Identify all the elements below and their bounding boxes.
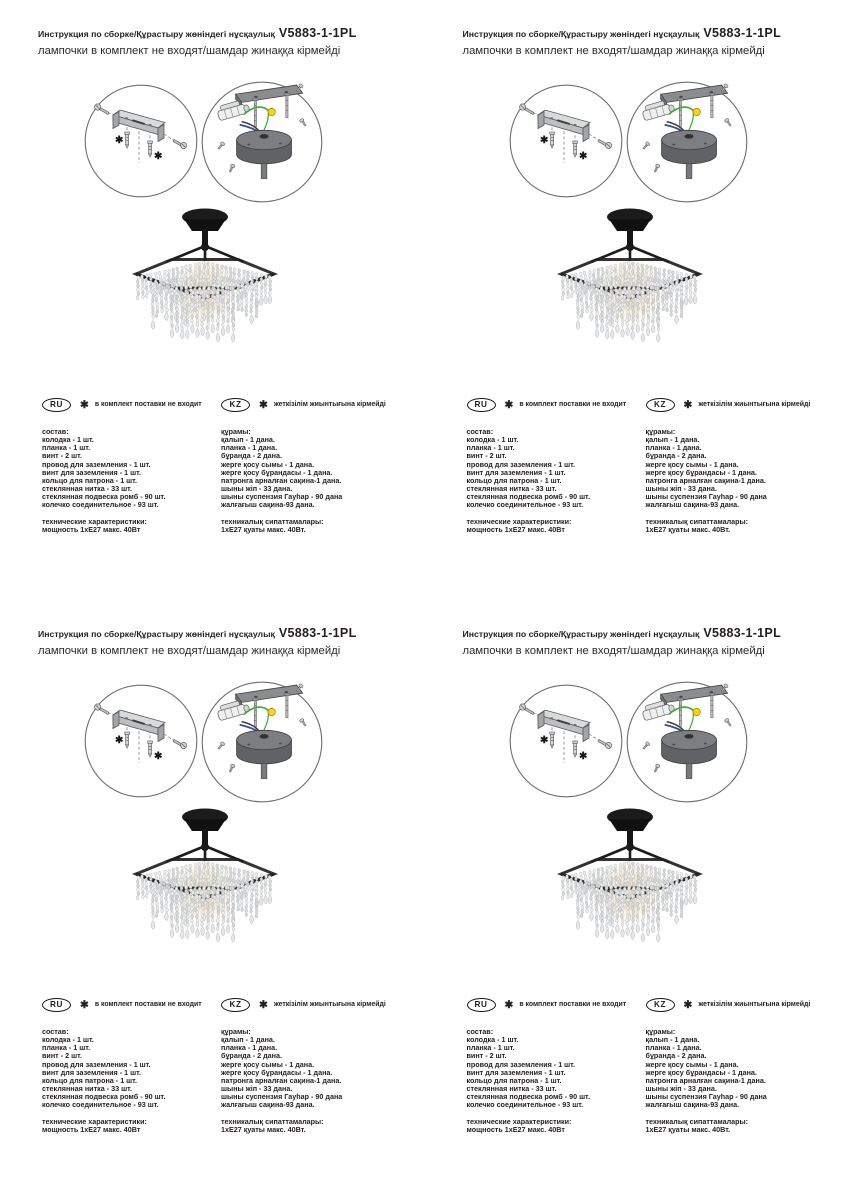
chandelier-mount [591,809,669,863]
ru-tech-specs [467,1118,641,1134]
part-line: колодка - 1 шт. [466,1035,519,1045]
part-line: провод для заземления - 1 шт. [466,459,576,469]
part-line: жалғағыш сақина-93 дана. [645,1100,740,1110]
chandelier-mount [166,209,244,263]
part-line: кольцо для патрона - 1 шт. [42,1075,138,1085]
ground-terminal-icon [692,108,699,115]
sheet-header [463,626,833,658]
part-line: планка - 1 дана. [645,1043,702,1053]
ru-note: в комплект поставки не входит [94,400,202,408]
kz-section [646,398,838,534]
mounting-bracket-diagram [84,684,198,798]
ru-tech-title: технические характеристики: [466,516,572,526]
part-line: патронга арналған сақина-1 дана. [645,1075,766,1085]
ru-parts-list [467,428,641,510]
kz-parts-items [221,1036,413,1109]
ru-parts-items [467,1036,641,1109]
part-line: винт для заземления - 1 шт. [42,1067,141,1077]
ru-badge: RU [467,398,496,412]
part-line: жерге қосу сымы - 1 дана. [221,459,315,469]
part-line: патронга арналған сақина-1 дана. [221,475,342,485]
kz-tech-value: 1хЕ27 қуаты макс. 40Вт. [221,524,306,534]
part-line: қалып - 1 дана. [645,435,700,445]
part-line: провод для заземления - 1 шт. [466,1059,576,1069]
not-included-asterisk: ✱ [539,735,548,746]
mounting-bracket-diagram [509,84,623,198]
ru-parts-list [467,1028,641,1110]
crystal-strands [561,861,697,942]
part-line: жалғағыш сақина-93 дана. [645,500,740,510]
part-line: кольцо для патрона - 1 шт. [42,475,138,485]
chandelier-photo [126,204,284,352]
ru-section [42,998,216,1134]
part-line: планка - 1 дана. [221,1043,278,1053]
ru-tech-title: технические характеристики: [42,516,147,526]
kz-tech-value: 1хЕ27 қуаты макс. 40Вт. [645,524,731,534]
not-included-asterisk: ✱ [154,151,163,162]
ru-section [467,998,641,1134]
kz-note: жеткізілім жиынтығына кірмейді [273,400,386,408]
kz-badge: KZ [221,998,250,1012]
kz-note: жеткізілім жиынтығына кірмейді [698,1000,811,1008]
part-line: планка - 1 шт. [466,443,515,453]
chandelier-mount [591,209,669,263]
ceiling-cup-wiring-diagram [201,81,323,203]
ground-terminal-icon [268,708,275,715]
part-line: кольцо для патрона - 1 шт. [466,1075,562,1085]
part-line: жерге қосу сымы - 1 дана. [645,459,739,469]
ru-badge: RU [42,398,71,412]
diagram-circle-border [510,685,622,797]
part-line: планка - 1 шт. [466,1043,515,1053]
mounting-bracket-diagram [509,684,623,798]
kz-section [646,998,838,1134]
part-line: шыны суспензия Гауһар - 90 дана [221,1092,343,1102]
ru-tech-value: мощность 1хЕ27 макс. 40Вт [42,1124,141,1134]
ru-note: в комплект поставки не входит [519,1000,627,1008]
kz-note-row [221,998,413,1012]
not-included-asterisk: ✱ [539,135,548,146]
part-line: планка - 1 дана. [645,443,702,453]
asterisk-icon: ✱ [504,998,514,1011]
part-line: колечко соединительное - 93 шт. [42,500,159,510]
part-line: қалып - 1 дана. [221,435,275,445]
model-number: V5883-1-1PL [703,26,782,40]
part-line: винт для заземления - 1 шт. [42,467,141,477]
part-line: кольцо для патрона - 1 шт. [466,475,562,485]
part-line: жерге қосу бұрандасы - 1 дана. [645,467,757,477]
chandelier-photo [551,804,709,952]
kz-parts-items [646,1036,838,1109]
part-line: колодка - 1 шт. [42,1035,94,1045]
part-line: жерге қосу сымы - 1 дана. [645,1059,739,1069]
ru-note: в комплект поставки не входит [519,400,627,408]
part-line: винт - 2 шт. [466,1051,507,1061]
part-line: стеклянная нитка - 33 шт. [466,1084,557,1094]
kz-parts-list [221,1028,413,1110]
not-included-asterisk: ✱ [578,751,587,762]
sheet-title-line [38,26,408,42]
part-line: бұранда - 2 дана. [645,451,707,461]
ru-tech-value: мощность 1хЕ27 макс. 40Вт [466,524,565,534]
part-line: патронга арналған сақина-1 дана. [221,1075,342,1085]
ru-parts-items [42,436,216,509]
kz-badge: KZ [646,398,675,412]
sheet-title: Инструкция по сборке/Құрастыру жөніндегі нұсқаулық [462,629,700,639]
sheet-title-line [38,626,408,642]
ru-note-row [42,998,216,1012]
part-line: колечко соединительное - 93 шт. [466,500,584,510]
diagram-circle-border [85,85,197,197]
part-line: планка - 1 шт. [42,443,91,453]
part-line: шыны суспензия Гауһар - 90 дана [645,492,767,502]
ru-badge: RU [42,998,71,1012]
model-number: V5883-1-1PL [278,26,357,40]
diagram-circle-border [510,85,622,197]
part-line: шыны жіп - 33 дана. [645,1084,717,1094]
part-line: стеклянная нитка - 33 шт. [42,484,132,494]
part-line: планка - 1 шт. [42,1043,91,1053]
kz-badge: KZ [221,398,250,412]
not-included-asterisk: ✱ [578,151,587,162]
sheet-title: Инструкция по сборке/Құрастыру жөніндегі нұсқаулық [38,629,275,639]
ru-parts-items [42,1036,216,1109]
ru-note-row [467,998,641,1012]
kz-tech-title: техникалық сипаттамалары: [645,516,749,526]
part-line: колечко соединительное - 93 шт. [466,1100,584,1110]
part-line: жерге қосу сымы - 1 дана. [221,1059,315,1069]
kz-badge: KZ [646,998,675,1012]
chandelier-mount [166,809,244,863]
kz-tech-specs [221,1118,413,1134]
part-line: қалып - 1 дана. [645,1035,700,1045]
ru-list-title: состав: [42,427,69,436]
part-line: патронга арналған сақина-1 дана. [645,475,766,485]
crystal-strands [136,261,272,342]
kz-tech-value: 1хЕ27 қуаты макс. 40Вт. [645,1124,731,1134]
instruction-sheet [0,600,425,1200]
part-line: жалғағыш сақина-93 дана. [221,500,315,510]
part-line: винт - 2 шт. [466,451,507,461]
asterisk-icon: ✱ [504,398,514,411]
model-number: V5883-1-1PL [278,626,357,640]
kz-tech-value: 1хЕ27 қуаты макс. 40Вт. [221,1124,306,1134]
kz-tech-title: техникалық сипаттамалары: [645,1116,749,1126]
part-line: стеклянная нитка - 33 шт. [466,484,557,494]
kz-list-title: құрамы: [645,427,676,436]
part-line: стеклянная подвеска ромб - 90 шт. [42,492,166,502]
ceiling-cup-wiring-diagram [626,681,748,803]
kz-list-title: құрамы: [221,1027,251,1036]
asterisk-icon: ✱ [683,998,693,1011]
asterisk-icon: ✱ [259,998,268,1011]
kz-tech-specs [221,518,413,534]
ceiling-cup-wiring-diagram [626,81,748,203]
kz-tech-title: техникалық сипаттамалары: [221,1116,324,1126]
sheet-title: Инструкция по сборке/Құрастыру жөніндегі нұсқаулық [38,29,275,39]
kz-section [221,998,413,1134]
ground-terminal-icon [692,708,699,715]
ru-tech-title: технические характеристики: [42,1116,147,1126]
part-line: колодка - 1 шт. [466,435,519,445]
part-line: винт - 2 шт. [42,1051,82,1061]
asterisk-icon: ✱ [683,398,693,411]
part-line: қалып - 1 дана. [221,1035,275,1045]
part-line: шыны суспензия Гауһар - 90 дана [645,1092,767,1102]
instruction-sheet [425,0,849,600]
part-line: винт - 2 шт. [42,451,82,461]
kz-parts-items [221,436,413,509]
ru-parts-list [42,428,216,510]
ru-list-title: состав: [466,427,494,436]
kz-list-title: құрамы: [645,1027,676,1036]
part-line: колечко соединительное - 93 шт. [42,1100,159,1110]
part-line: провод для заземления - 1 шт. [42,459,151,469]
kz-note-row [646,998,838,1012]
sheet-header [38,626,408,658]
ru-tech-value: мощность 1хЕ27 макс. 40Вт [466,1124,565,1134]
part-line: бұранда - 2 дана. [221,1051,283,1061]
kz-parts-list [646,1028,838,1110]
ru-list-title: состав: [42,1027,69,1036]
ru-section [467,398,641,534]
ru-badge: RU [467,998,496,1012]
ru-tech-specs [42,1118,216,1134]
ru-tech-specs [42,518,216,534]
part-line: стеклянная подвеска ромб - 90 шт. [42,1092,166,1102]
asterisk-icon: ✱ [80,398,89,411]
crystal-strands [136,861,272,942]
sheet-subtitle: лампочки в комплект не входят/шамдар жинаққа кірмейді [38,644,341,657]
mounting-bracket-diagram [84,84,198,198]
sheet-title: Инструкция по сборке/Құрастыру жөніндегі нұсқаулық [462,29,700,39]
not-included-asterisk: ✱ [115,135,124,146]
chandelier-photo [126,804,284,952]
kz-tech-specs [646,1118,838,1134]
kz-parts-items [646,436,838,509]
ru-parts-items [467,436,641,509]
ru-list-title: состав: [466,1027,494,1036]
instruction-sheet [425,600,849,1200]
kz-note: жеткізілім жиынтығына кірмейді [698,400,811,408]
part-line: стеклянная подвеска ромб - 90 шт. [466,1092,590,1102]
part-line: колодка - 1 шт. [42,435,94,445]
chandelier-photo [551,204,709,352]
ru-note-row [467,398,641,412]
part-line: жерге қосу бұрандасы - 1 дана. [221,1067,333,1077]
kz-note-row [646,398,838,412]
part-line: стеклянная нитка - 33 шт. [42,1084,132,1094]
sheet-title-line [463,26,833,42]
diagram-circle-border [85,685,197,797]
kz-parts-list [221,428,413,510]
part-line: жерге қосу бұрандасы - 1 дана. [221,467,333,477]
sheet-subtitle: лампочки в комплект не входят/шамдар жинаққа кірмейді [462,44,765,57]
ru-tech-value: мощность 1хЕ27 макс. 40Вт [42,524,141,534]
sheet-title-line [463,626,833,642]
part-line: стеклянная подвеска ромб - 90 шт. [466,492,590,502]
asterisk-icon: ✱ [259,398,268,411]
ceiling-cup-wiring-diagram [201,681,323,803]
part-line: шыны суспензия Гауһар - 90 дана [221,492,343,502]
sheet-header [38,26,408,58]
ru-parts-list [42,1028,216,1110]
ru-tech-specs [467,518,641,534]
part-line: провод для заземления - 1 шт. [42,1059,151,1069]
part-line: винт для заземления - 1 шт. [466,1067,566,1077]
kz-list-title: құрамы: [221,427,251,436]
ru-note: в комплект поставки не входит [94,1000,202,1008]
kz-tech-title: техникалық сипаттамалары: [221,516,324,526]
part-line: бұранда - 2 дана. [221,451,283,461]
asterisk-icon: ✱ [80,998,89,1011]
kz-parts-list [646,428,838,510]
instruction-sheet [0,0,425,600]
kz-tech-specs [646,518,838,534]
part-line: жалғағыш сақина-93 дана. [221,1100,315,1110]
ru-tech-title: технические характеристики: [466,1116,572,1126]
ground-terminal-icon [268,108,275,115]
part-line: шыны жіп - 33 дана. [221,1084,293,1094]
part-line: шыны жіп - 33 дана. [645,484,717,494]
ru-section [42,398,216,534]
kz-note: жеткізілім жиынтығына кірмейді [273,1000,386,1008]
sheet-header [463,26,833,58]
part-line: винт для заземления - 1 шт. [466,467,566,477]
not-included-asterisk: ✱ [154,751,163,762]
sheet-subtitle: лампочки в комплект не входят/шамдар жинаққа кірмейді [462,644,765,657]
part-line: бұранда - 2 дана. [645,1051,707,1061]
kz-note-row [221,398,413,412]
part-line: шыны жіп - 33 дана. [221,484,293,494]
ru-note-row [42,398,216,412]
model-number: V5883-1-1PL [703,626,782,640]
crystal-strands [561,261,697,342]
sheet-subtitle: лампочки в комплект не входят/шамдар жинаққа кірмейді [38,44,341,57]
part-line: жерге қосу бұрандасы - 1 дана. [645,1067,757,1077]
kz-section [221,398,413,534]
part-line: планка - 1 дана. [221,443,278,453]
not-included-asterisk: ✱ [115,735,124,746]
